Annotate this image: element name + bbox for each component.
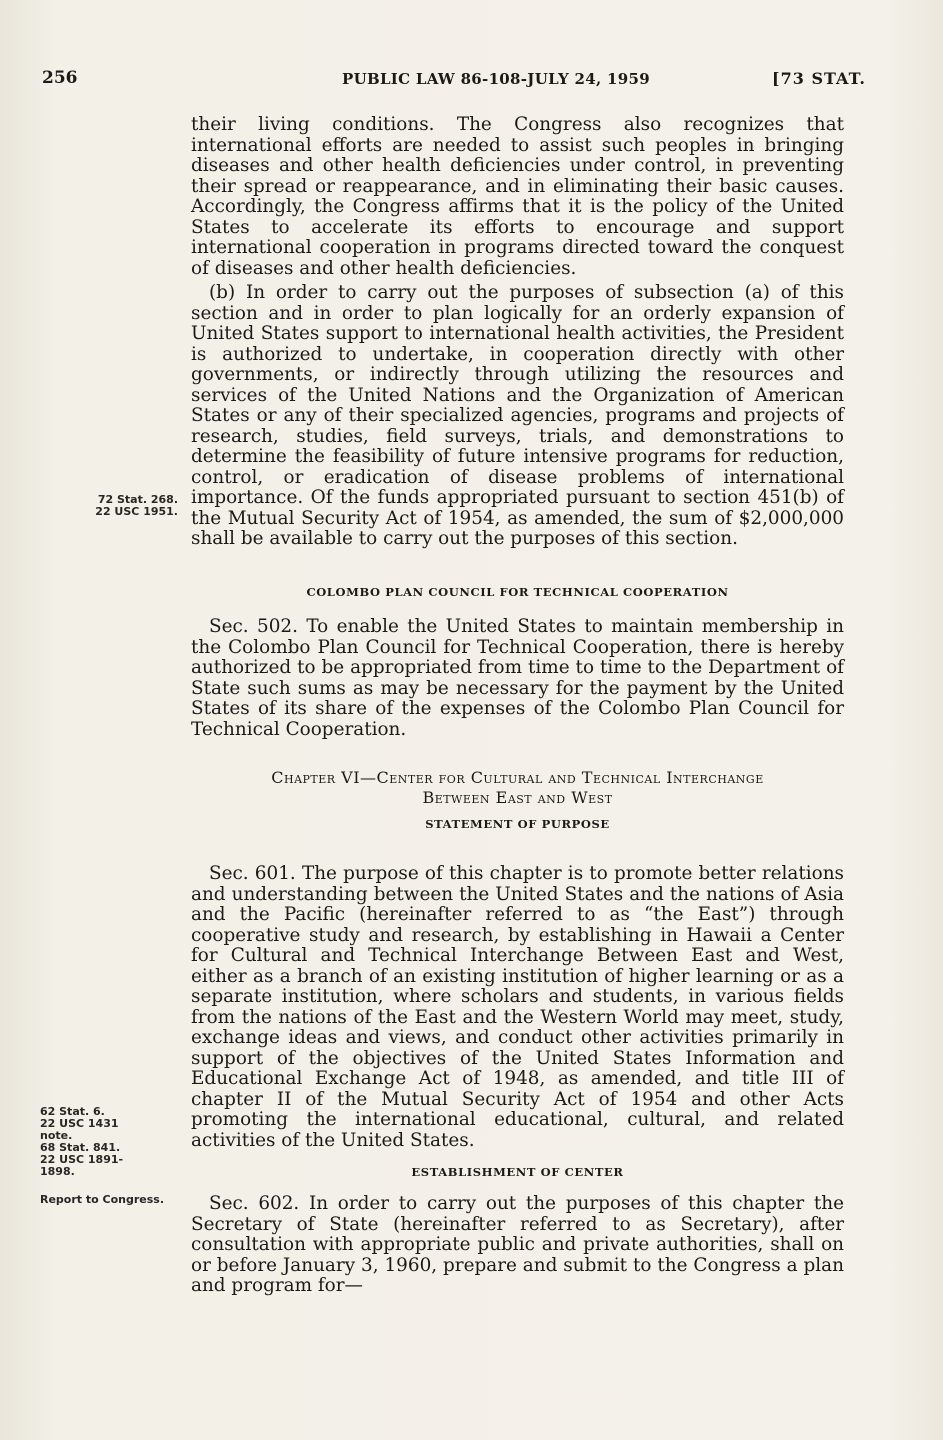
section-text: To enable the United States to maintain membership in the Colombo Plan Council for Technical Cooperation, there is hereby authorized to be appropriated from time to time to the Department of State such sums as may be necessary for the payment by the United States of its share of the expenses of the Colombo Plan Council for Technical Cooperation. — [191, 616, 845, 740]
section-label: Sec. 602. — [209, 1193, 300, 1214]
statute-reference: [73 STAT. — [772, 69, 866, 88]
running-header — [42, 68, 866, 92]
section-label: Sec. 502. — [209, 616, 298, 637]
heading-establishment: ESTABLISHMENT OF CENTER — [411, 1165, 624, 1179]
section-text: In order to carry out the purposes of this chapter the Secretary of State (hereinafter referred to as Secretary), after consultation with appropriate public and private authorities, shall on or before January 3, 1960, prepare and submit to the Congress a plan and program for— — [191, 1193, 845, 1296]
paragraph-sec-601 — [191, 864, 844, 1151]
paragraph-subsection-b: (b) In order to carry out the purposes of subsection (a) of this section and in order to plan logically for an orderly expansion of United States support to international health activities, the President is authorized to undertake, in cooperation directly with other governments, or indirectly through utilizing the resources and services of the United Nations and the Organization of American States or any of their specialized agencies, programs and projects of research, studies, field surveys, trials, and demonstrations to determine the feasibility of future intensive programs for reduction, control, or eradication of disease problems of international importance. Of the funds appropriated pursuant to section 451(b) of the Mutual Security Act of 1954, as amended, the sum of $2,000,000 shall be available to carry out the purposes of this section. — [191, 282, 844, 549]
section-text: The purpose of this chapter is to promote better relations and understanding between the United States and the nations of Asia and the Pacific (hereinafter referred to as “the East”) through cooperative study and research, by establishing in Hawaii a Center for Cultural and Technical Interchange Between East and West, either as a branch of an existing institution of higher learning or as a separate institution, where scholars and students, in various fields from the nations of the East and the Western World may meet, study, exchange ideas and views, and conduct other activities primarily in support of the objectives of the United States Information and Educational Exchange Act of 1948, as amended, and title III of chapter II of the Mutual Security Act of 1954 and other Acts promoting the international educational, cultural, and related activities of the United States. — [191, 863, 844, 1151]
header-title: PUBLIC LAW 86-108-JULY 24, 1959 — [342, 70, 650, 88]
paragraph-policy: their living conditions. The Congress also recognizes that international efforts are needed to assist such peoples in bringing diseases and other health deficiencies under control, in preventing their spread or reappearance, and in eliminating their basic causes. Accordingly, the Congress affirms that it is the policy of the United States to accelerate its efforts to encourage and support international cooperation in programs directed toward the conquest of diseases and other health deficiencies. — [191, 114, 844, 279]
margin-note-acts: 62 Stat. 6. 22 USC 1431 note. 68 Stat. 841. 22 USC 1891- 1898. — [40, 1105, 124, 1178]
section-label: Sec. 601. — [209, 863, 296, 884]
heading-statement-of-purpose: STATEMENT OF PURPOSE — [425, 817, 610, 831]
margin-note-report: Report to Congress. — [40, 1193, 165, 1206]
paragraph-sec-502 — [191, 617, 844, 740]
paragraph-sec-602 — [191, 1194, 844, 1297]
margin-note-citation: 72 Stat. 268. 22 USC 1951. — [95, 493, 178, 518]
chapter-heading-line1: Chapter VI—Center for Cultural and Technical Interchange — [271, 768, 764, 787]
page-number: 256 — [42, 68, 78, 88]
chapter-heading-line2: Between East and West — [422, 788, 613, 807]
heading-colombo-plan: COLOMBO PLAN COUNCIL FOR TECHNICAL COOPERATION — [306, 585, 729, 599]
